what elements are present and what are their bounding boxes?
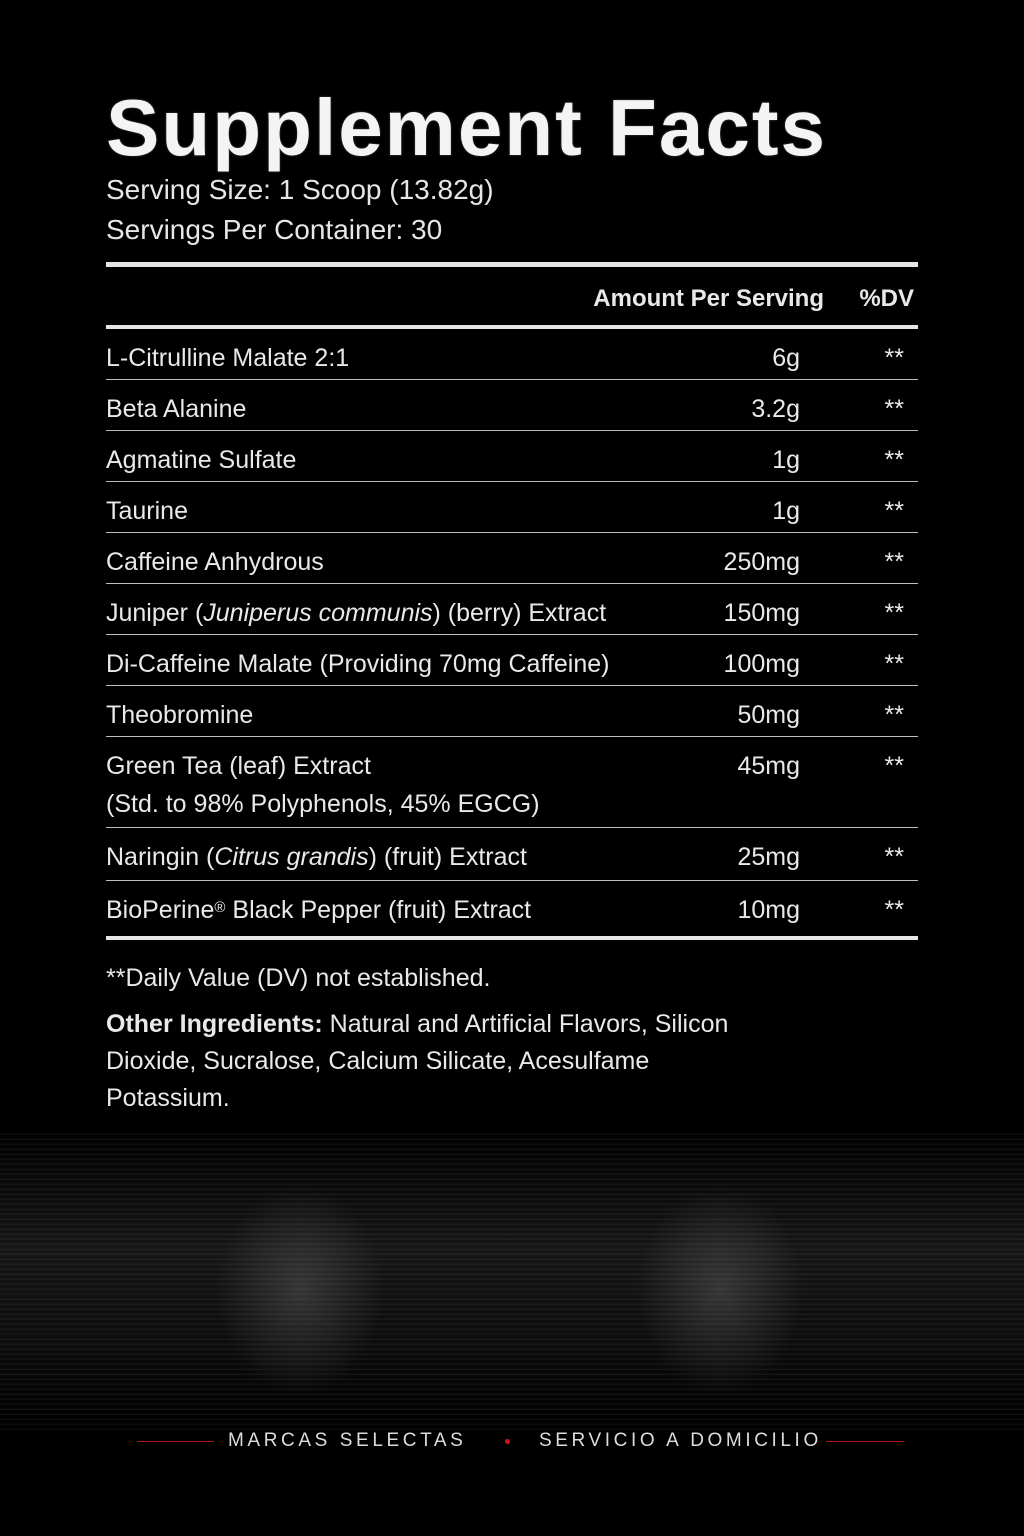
ingredient-name: Taurine xyxy=(106,497,188,525)
ingredient-dv: ** xyxy=(884,701,904,729)
ingredient-dv: ** xyxy=(884,344,904,372)
table-row xyxy=(106,828,918,881)
ingredient-name: Caffeine Anhydrous xyxy=(106,548,324,576)
footer-text-right: SERVICIO A DOMICILIO xyxy=(539,1430,822,1451)
footer-text-left: MARCAS SELECTAS xyxy=(228,1430,467,1451)
serving-info xyxy=(106,170,918,250)
table-header xyxy=(106,267,918,325)
ingredient-name-detail: (Std. to 98% Polyphenols, 45% EGCG) xyxy=(106,790,540,818)
ingredient-amount: 150mg xyxy=(723,599,800,627)
ingredient-dv: ** xyxy=(884,395,904,423)
ingredient-dv: ** xyxy=(884,843,904,871)
ingredient-amount: 100mg xyxy=(723,650,800,678)
registered-mark: ® xyxy=(214,899,226,916)
table-row xyxy=(106,737,918,828)
ingredient-amount: 250mg xyxy=(723,548,800,576)
ingredient-dv: ** xyxy=(884,446,904,474)
footer-line-left xyxy=(137,1441,214,1442)
dv-header: %DV xyxy=(859,285,914,312)
table-row xyxy=(106,881,918,936)
latin-name: Juniperus communis xyxy=(203,599,433,627)
ingredient-amount: 6g xyxy=(772,344,800,372)
ingredient-dv: ** xyxy=(884,497,904,525)
ingredient-amount: 1g xyxy=(772,497,800,525)
supplement-facts-panel xyxy=(106,83,918,1117)
other-ingredients-text: Natural and Artificial Flavors, Silicon Dioxide, Sucralose, Calcium Silicate, Acesulfame Potassium. xyxy=(106,1010,729,1112)
servings-per-container: Servings Per Container: 30 xyxy=(106,214,443,245)
ingredient-amount: 50mg xyxy=(737,701,800,729)
dv-footnote: **Daily Value (DV) not established. xyxy=(106,964,491,992)
table-row xyxy=(106,482,918,533)
ingredient-name: L-Citrulline Malate 2:1 xyxy=(106,344,350,372)
footer-line-right xyxy=(826,1441,904,1442)
ingredient-name: Juniper (Juniperus communis) (berry) Extract xyxy=(106,599,607,627)
ingredient-amount: 25mg xyxy=(737,843,800,871)
divider-bottom xyxy=(106,936,918,940)
ingredient-name: Naringin (Citrus grandis) (fruit) Extract xyxy=(106,843,527,871)
table-row xyxy=(106,533,918,584)
ingredient-name: Green Tea (leaf) Extract xyxy=(106,752,371,780)
latin-name: Citrus grandis xyxy=(214,843,369,871)
ingredient-name: Beta Alanine xyxy=(106,395,247,423)
other-ingredients-label: Other Ingredients: xyxy=(106,1010,323,1038)
page-title: Supplement Facts xyxy=(106,83,828,172)
ingredient-dv: ** xyxy=(884,896,904,924)
serving-size: Serving Size: 1 Scoop (13.82g) xyxy=(106,174,494,205)
ingredient-amount: 10mg xyxy=(737,896,800,924)
other-ingredients xyxy=(106,1006,746,1117)
footer-tagline xyxy=(0,1428,1024,1456)
ingredient-name: Di-Caffeine Malate (Providing 70mg Caffeine) xyxy=(106,650,610,678)
ingredient-dv: ** xyxy=(884,548,904,576)
table-row xyxy=(106,686,918,737)
ingredient-name: BioPerine® Black Pepper (fruit) Extract xyxy=(106,896,532,924)
ingredient-name: Agmatine Sulfate xyxy=(106,446,297,474)
amount-per-serving-header: Amount Per Serving xyxy=(593,285,824,312)
background-water-reflection xyxy=(0,1130,1024,1430)
ingredient-amount: 1g xyxy=(772,446,800,474)
table-row xyxy=(106,329,918,380)
footer-separator-dot xyxy=(505,1439,510,1444)
ingredient-dv: ** xyxy=(884,599,904,627)
ingredient-amount: 45mg xyxy=(737,752,800,780)
ingredient-dv: ** xyxy=(884,752,904,780)
ingredient-amount: 3.2g xyxy=(751,395,800,423)
ingredient-name: Theobromine xyxy=(106,701,254,729)
table-row xyxy=(106,635,918,686)
table-row xyxy=(106,380,918,431)
ingredient-dv: ** xyxy=(884,650,904,678)
table-row xyxy=(106,584,918,635)
table-row xyxy=(106,431,918,482)
